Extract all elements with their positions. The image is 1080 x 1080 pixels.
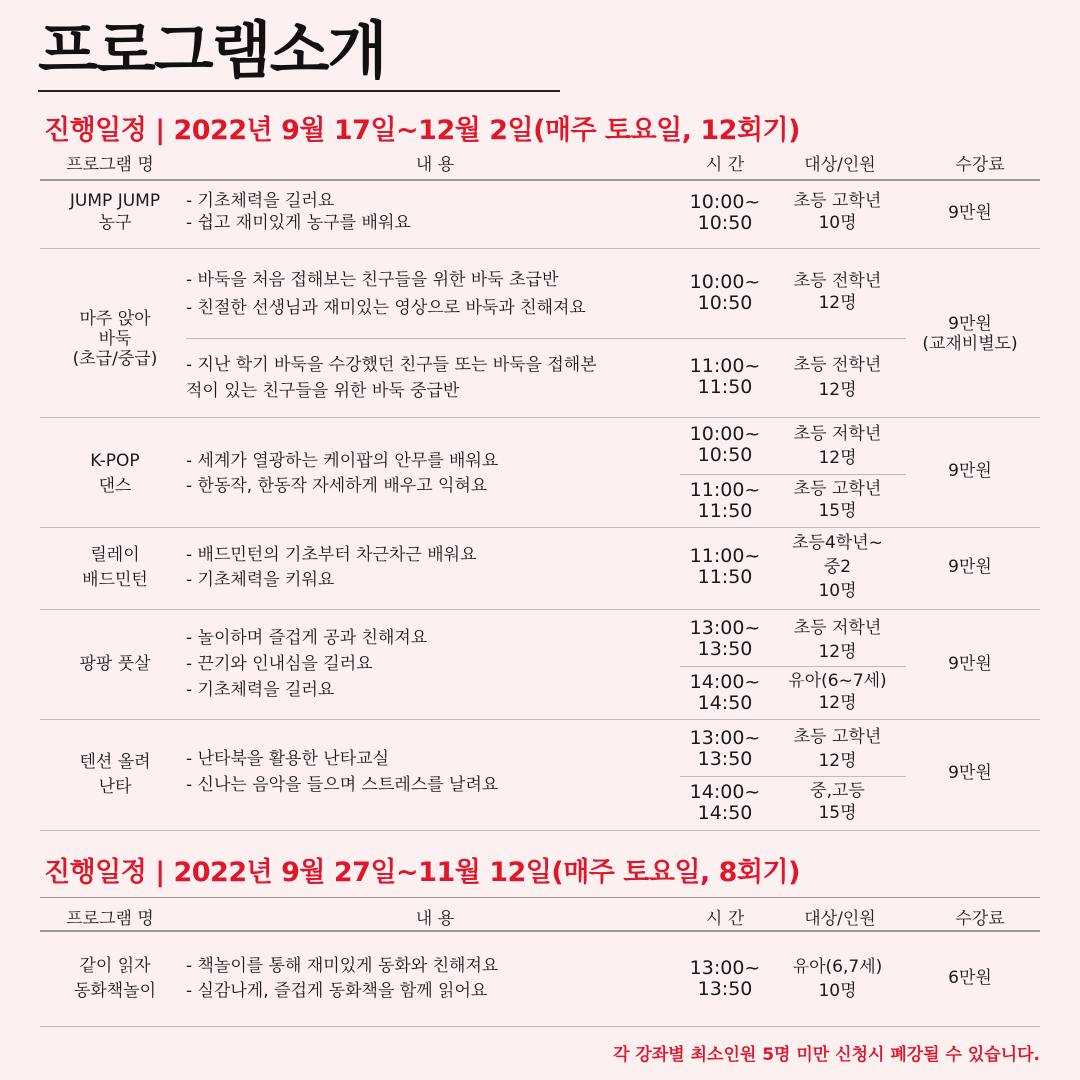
time-start: 13:00~ bbox=[689, 957, 761, 979]
target-capacity: 10명 bbox=[818, 213, 857, 233]
program-name bbox=[40, 653, 190, 675]
program-name-line: (초급/중급) bbox=[72, 349, 158, 369]
time-end: 14:50 bbox=[697, 692, 753, 714]
header-time: 시 간 bbox=[705, 155, 745, 175]
description-line: - 세계가 열광하는 케이팝의 안무를 배워요 bbox=[186, 451, 499, 471]
target-capacity: 12명 bbox=[818, 693, 857, 713]
target-capacity: 15명 bbox=[818, 803, 857, 823]
target-capacity: 12명 bbox=[818, 751, 857, 771]
row-divider bbox=[40, 527, 1040, 528]
sub-row-divider bbox=[186, 338, 906, 339]
time-start: 10:00~ bbox=[689, 423, 761, 445]
time-start: 10:00~ bbox=[689, 271, 761, 293]
program-description bbox=[186, 746, 498, 798]
fee: 9만원 bbox=[948, 763, 992, 783]
row-divider bbox=[40, 719, 1040, 720]
description-line: - 실감나게, 즐겁게 동화책을 함께 읽어요 bbox=[186, 981, 488, 1001]
description-line: - 끈기와 인내심을 길러요 bbox=[186, 654, 373, 674]
program-description bbox=[186, 352, 597, 404]
description-line: - 기초체력을 길러요 bbox=[186, 191, 335, 211]
program-description bbox=[186, 449, 498, 499]
program-name-line: 팡팡 풋살 bbox=[79, 654, 151, 674]
time-end: 13:50 bbox=[697, 638, 753, 660]
time-end: 13:50 bbox=[697, 748, 753, 770]
program-name-line: 농구 bbox=[98, 213, 132, 233]
header-program: 프로그램 명 bbox=[66, 155, 154, 175]
header-target: 대상/인원 bbox=[804, 909, 876, 929]
program-description bbox=[186, 954, 498, 1004]
class-time bbox=[680, 356, 770, 398]
time-start: 14:00~ bbox=[689, 671, 761, 693]
table-header-2 bbox=[40, 900, 1040, 930]
header-rule-1 bbox=[40, 179, 1040, 181]
description-line: - 바둑을 처음 접해보는 친구들을 위한 바둑 초급반 bbox=[186, 270, 559, 290]
class-time bbox=[680, 272, 770, 314]
time-end: 13:50 bbox=[697, 978, 753, 1000]
program-name-line: 댄스 bbox=[98, 476, 132, 496]
program-name-line: 릴레이 bbox=[90, 545, 140, 565]
class-time bbox=[680, 618, 770, 660]
description-line: - 신나는 음악을 들으며 스트레스를 날려요 bbox=[186, 775, 499, 795]
description-line: - 책놀이를 통해 재미있게 동화와 친해져요 bbox=[186, 956, 499, 976]
time-end: 11:50 bbox=[697, 566, 753, 588]
class-time bbox=[680, 672, 770, 714]
description-line: 적이 있는 친구들을 위한 바둑 중급반 bbox=[186, 381, 460, 401]
fee: 9만원 bbox=[948, 461, 992, 481]
description-line: - 기초체력을 키워요 bbox=[186, 570, 335, 590]
target-group: 초등 전학년 bbox=[793, 271, 882, 291]
class-target bbox=[775, 725, 900, 773]
target-group: 초등 전학년 bbox=[793, 355, 882, 375]
header-content: 내 용 bbox=[415, 909, 455, 929]
header-content: 내 용 bbox=[415, 155, 455, 175]
target-group: 초등 고학년 bbox=[793, 479, 882, 499]
time-end: 10:50 bbox=[697, 212, 753, 234]
class-time bbox=[680, 424, 770, 466]
target-group: 초등 고학년 bbox=[793, 727, 882, 747]
program-name bbox=[40, 750, 190, 800]
description-line: - 친절한 선생님과 재미있는 영상으로 바둑과 친해져요 bbox=[186, 298, 586, 318]
program-name-line: 바둑 bbox=[98, 329, 132, 349]
header-fee: 수강료 bbox=[955, 909, 1005, 929]
program-description bbox=[186, 266, 586, 322]
header-rule-top-2 bbox=[40, 897, 1040, 898]
header-target: 대상/인원 bbox=[804, 155, 876, 175]
class-time bbox=[680, 782, 770, 824]
header-time: 시 간 bbox=[705, 909, 745, 929]
program-description bbox=[186, 625, 427, 703]
sub-row-divider bbox=[680, 666, 906, 667]
title-underline bbox=[38, 90, 560, 92]
header-fee: 수강료 bbox=[955, 155, 1005, 175]
description-line: - 기초체력을 길러요 bbox=[186, 680, 335, 700]
target-capacity: 12명 bbox=[818, 293, 857, 313]
target-group: 초등 고학년 bbox=[793, 191, 882, 211]
description-line: - 한동작, 한동작 자세하게 배우고 익혀요 bbox=[186, 476, 488, 496]
program-name-line: K-POP bbox=[90, 451, 140, 471]
program-name bbox=[40, 543, 190, 593]
program-name bbox=[40, 449, 190, 499]
time-start: 11:00~ bbox=[689, 479, 761, 501]
program-name-line: 텐션 올려 bbox=[79, 752, 151, 772]
time-start: 13:00~ bbox=[689, 617, 761, 639]
page-title: 프로그램소개 bbox=[38, 14, 386, 87]
target-capacity: 12명 bbox=[818, 380, 857, 400]
time-end: 14:50 bbox=[697, 802, 753, 824]
class-target bbox=[775, 478, 900, 522]
target-group: 초등 저학년 bbox=[793, 424, 882, 444]
header-program: 프로그램 명 bbox=[66, 909, 154, 929]
program-description bbox=[186, 190, 411, 234]
time-start: 14:00~ bbox=[689, 781, 761, 803]
class-target bbox=[775, 531, 900, 603]
target-group: 중,고등 bbox=[810, 781, 865, 801]
program-name-line: 마주 앉아 bbox=[79, 309, 151, 329]
target-group: 중2 bbox=[823, 557, 852, 577]
program-name-line: 난타 bbox=[98, 777, 132, 797]
closure-notice: 각 강좌별 최소인원 5명 미만 신청시 폐강될 수 있습니다. bbox=[613, 1045, 1040, 1065]
target-capacity: 12명 bbox=[818, 448, 857, 468]
description-line: - 지난 학기 바둑을 수강했던 친구들 또는 바둑을 접해본 bbox=[186, 355, 597, 375]
program-name bbox=[40, 954, 190, 1004]
program-description bbox=[186, 543, 477, 593]
program-name-line: 같이 읽자 bbox=[79, 956, 151, 976]
time-start: 10:00~ bbox=[689, 191, 761, 213]
fee: 9만원 bbox=[948, 203, 992, 223]
description-line: - 쉽고 재미있게 농구를 배워요 bbox=[186, 213, 411, 233]
description-line: - 놀이하며 즐겁게 공과 친해져요 bbox=[186, 628, 428, 648]
fee: 6만원 bbox=[948, 968, 992, 988]
fee-note: (교재비별도) bbox=[922, 334, 1018, 354]
target-group: 초등4학년~ bbox=[792, 533, 883, 553]
target-capacity: 10명 bbox=[818, 581, 857, 601]
class-target bbox=[775, 190, 900, 234]
program-name-line: 배드민턴 bbox=[82, 570, 148, 590]
target-capacity: 15명 bbox=[818, 501, 857, 521]
class-target bbox=[775, 616, 900, 664]
time-start: 13:00~ bbox=[689, 727, 761, 749]
target-capacity: 10명 bbox=[818, 981, 857, 1001]
program-name bbox=[40, 190, 190, 234]
class-time bbox=[680, 728, 770, 770]
row-divider bbox=[40, 417, 1040, 418]
class-time bbox=[680, 480, 770, 522]
class-time bbox=[680, 958, 770, 1000]
time-end: 11:50 bbox=[697, 376, 753, 398]
fee: 9만원 bbox=[948, 654, 992, 674]
class-target bbox=[775, 955, 900, 1003]
program-name-line: JUMP JUMP bbox=[69, 191, 161, 211]
row-divider bbox=[40, 830, 1040, 831]
target-group: 유아(6~7세) bbox=[788, 671, 887, 691]
fee bbox=[910, 314, 1030, 354]
header-rule-2 bbox=[40, 930, 1040, 932]
target-group: 초등 저학년 bbox=[793, 618, 882, 638]
target-group: 유아(6,7세) bbox=[792, 957, 883, 977]
class-time bbox=[680, 546, 770, 588]
class-target bbox=[775, 353, 900, 403]
class-target bbox=[775, 780, 900, 824]
sub-row-divider bbox=[680, 474, 906, 475]
row-divider bbox=[40, 1026, 1040, 1027]
class-target bbox=[775, 270, 900, 314]
fee: 9만원 bbox=[948, 557, 992, 577]
description-line: - 배드민턴의 기초부터 차근차근 배워요 bbox=[186, 545, 477, 565]
row-divider bbox=[40, 609, 1040, 610]
sub-row-divider bbox=[680, 776, 906, 777]
class-target bbox=[775, 422, 900, 470]
class-time bbox=[680, 192, 770, 234]
target-capacity: 12명 bbox=[818, 642, 857, 662]
description-line: - 난타북을 활용한 난타교실 bbox=[186, 749, 389, 769]
program-name bbox=[40, 309, 190, 369]
row-divider bbox=[40, 248, 1040, 249]
schedule-heading-2: 진행일정 | 2022년 9월 27일~11월 12일(매주 토요일, 8회기) bbox=[44, 857, 800, 888]
schedule-heading-1: 진행일정 | 2022년 9월 17일~12월 2일(매주 토요일, 12회기) bbox=[44, 115, 800, 146]
time-end: 10:50 bbox=[697, 292, 753, 314]
program-name-line: 동화책놀이 bbox=[73, 981, 157, 1001]
time-start: 11:00~ bbox=[689, 545, 761, 567]
time-start: 11:00~ bbox=[689, 355, 761, 377]
time-end: 11:50 bbox=[697, 500, 753, 522]
class-target bbox=[775, 670, 900, 714]
time-end: 10:50 bbox=[697, 444, 753, 466]
fee-amount: 9만원 bbox=[948, 314, 992, 334]
table-header-1 bbox=[40, 146, 1040, 176]
